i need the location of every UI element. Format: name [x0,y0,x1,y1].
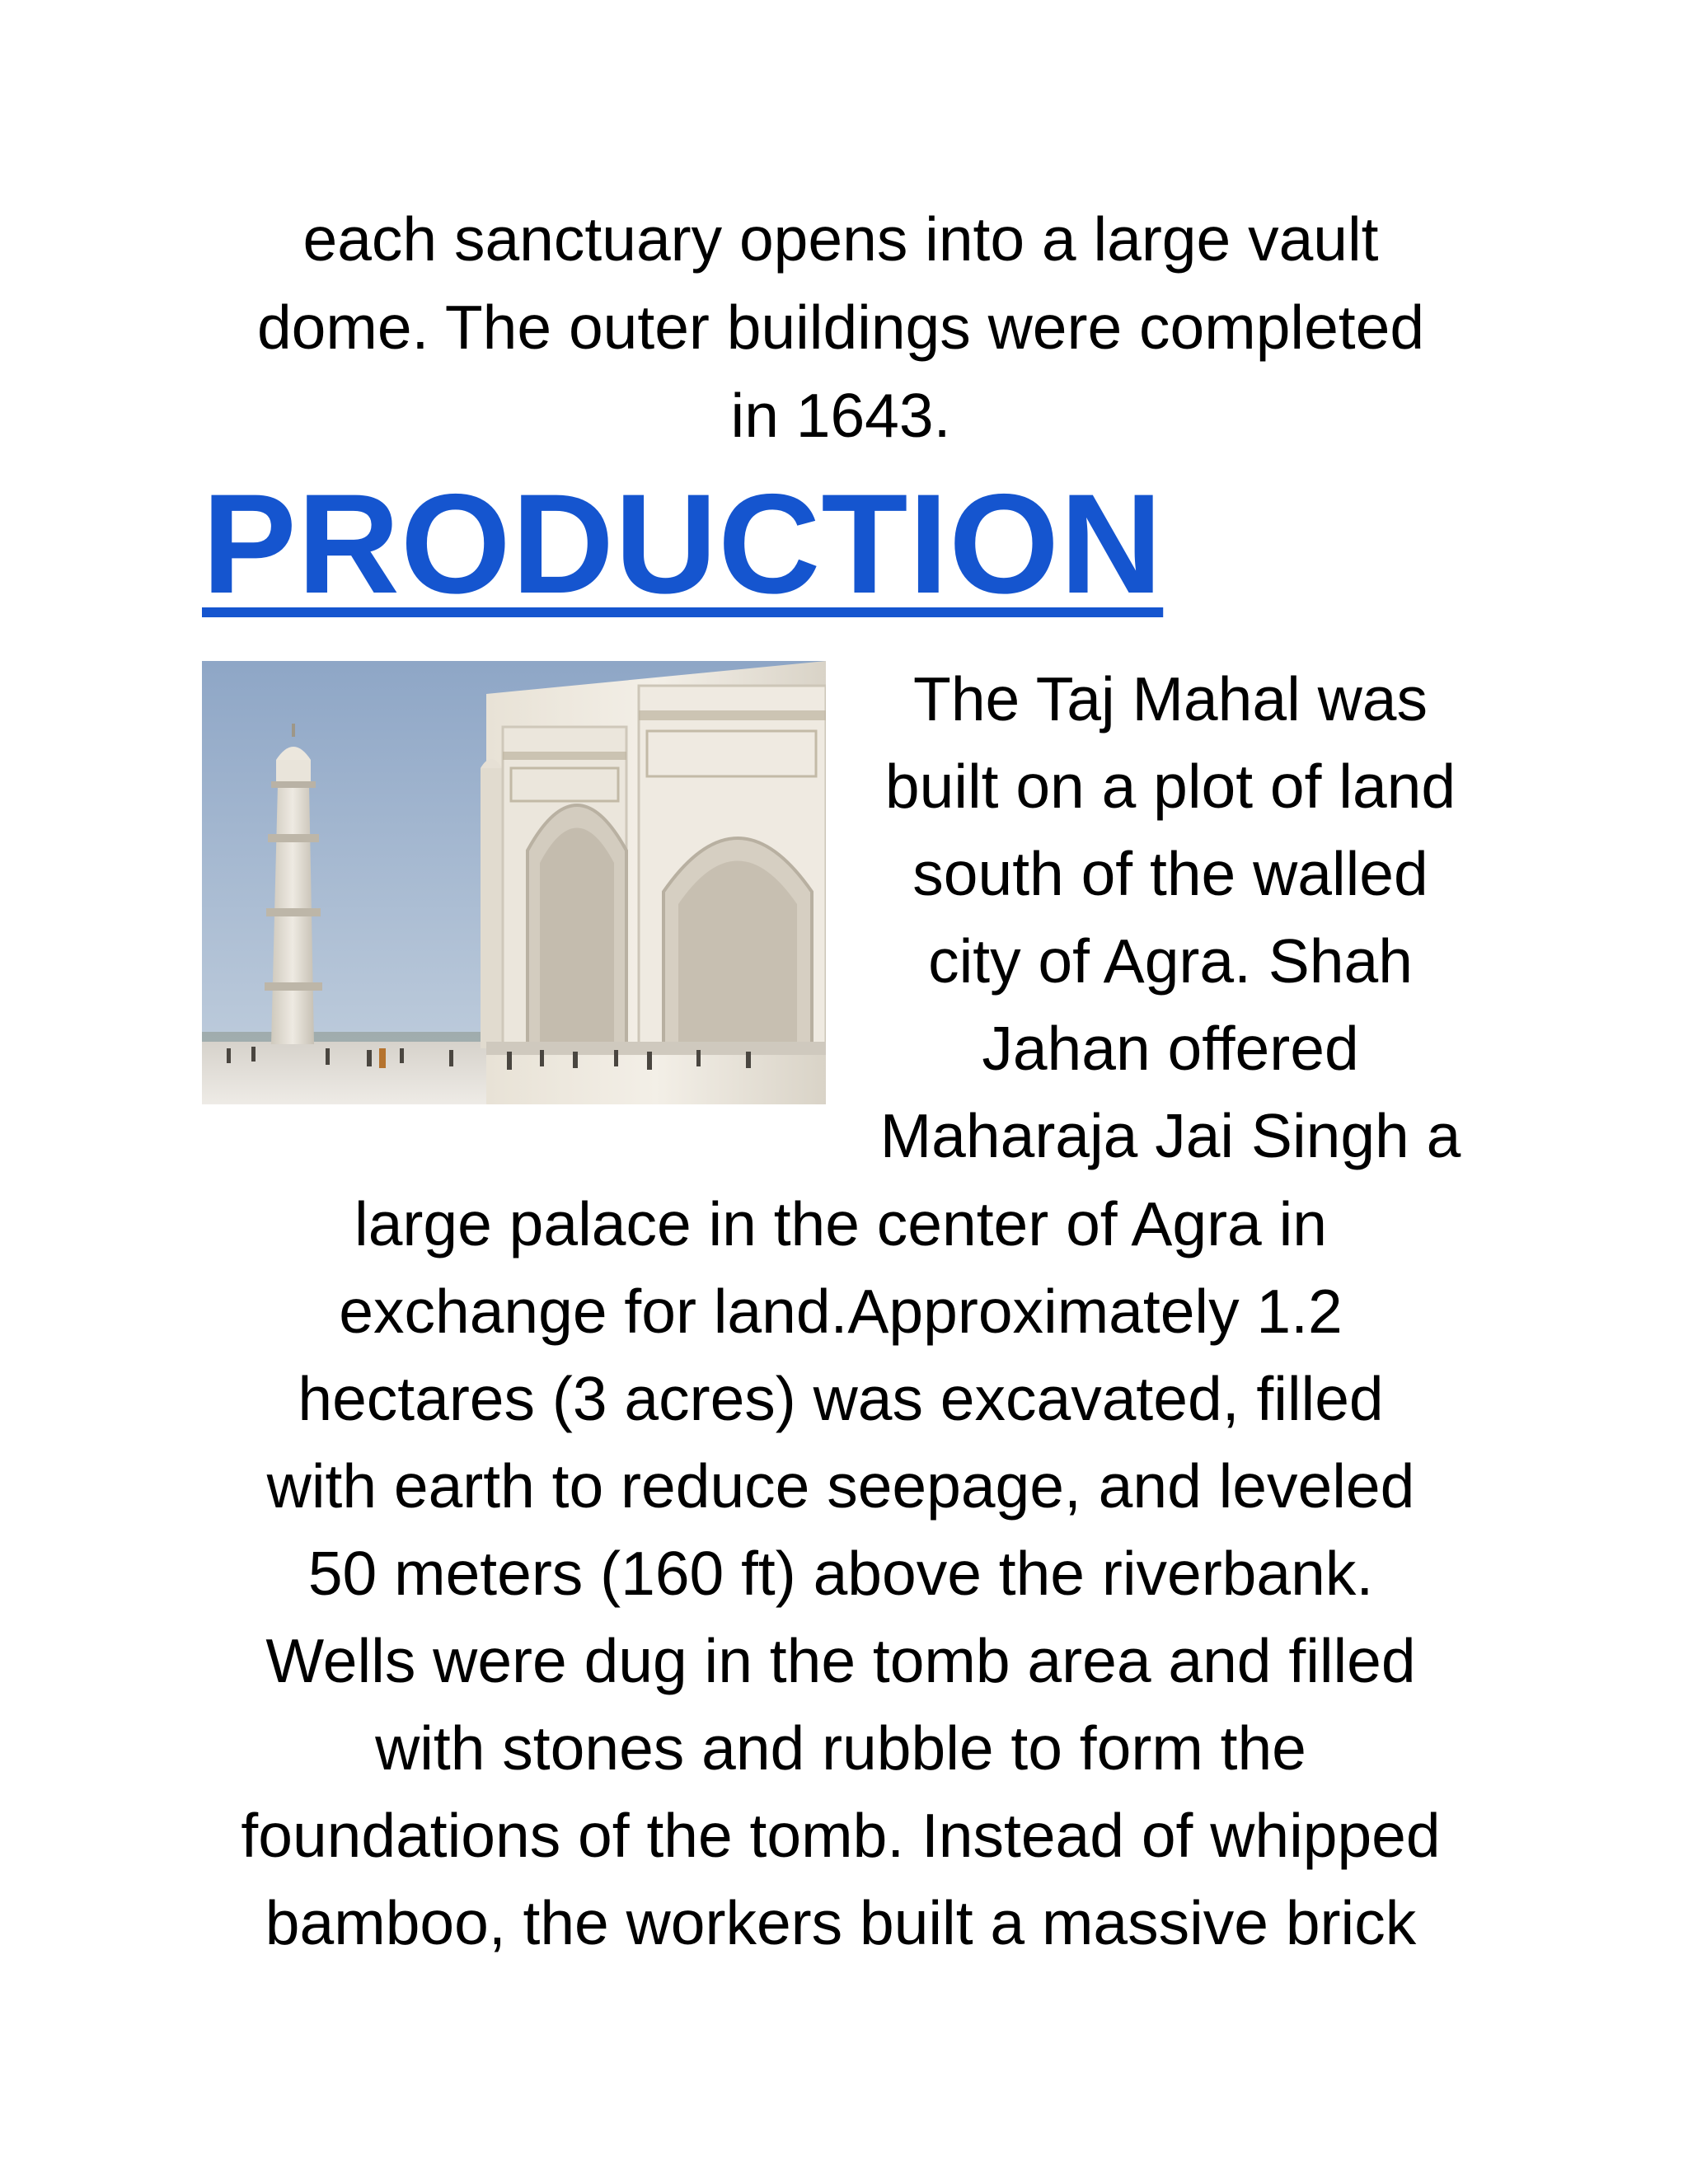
side-line-5: Jahan offered [982,1014,1359,1083]
body-line-2: exchange for land.Approximately 1.2 [339,1277,1343,1346]
taj-mahal-photo [202,661,826,1104]
body-line-4: with earth to reduce seepage, and leveled [266,1451,1415,1521]
side-line-2: built on a plot of land [884,752,1456,821]
side-line-1: The Taj Mahal was [913,664,1428,733]
side-line-4: city of Agra. Shah [928,926,1413,996]
section-heading: PRODUCTION [202,465,1164,623]
side-line-3: south of the walled [912,839,1428,908]
body-line-9: bamboo, the workers built a massive brick [265,1888,1417,1957]
body-line-1: large palace in the center of Agra in [354,1189,1327,1258]
body-line-3: hectares (3 acres) was excavated, filled [298,1364,1384,1433]
intro-line-1: each sanctuary opens into a large vault [302,204,1379,274]
intro-line-3: in 1643. [730,381,951,450]
body-line-8: foundations of the tomb. Instead of whipped [241,1801,1441,1870]
intro-line-2: dome. The outer buildings were completed [256,293,1425,362]
body-line-7: with stones and rubble to form the [375,1713,1306,1783]
body-line-6: Wells were dug in the tomb area and filled [265,1626,1416,1695]
body-line-5: 50 meters (160 ft) above the riverbank. [307,1539,1374,1608]
side-line-6: Maharaja Jai Singh a [879,1101,1461,1170]
